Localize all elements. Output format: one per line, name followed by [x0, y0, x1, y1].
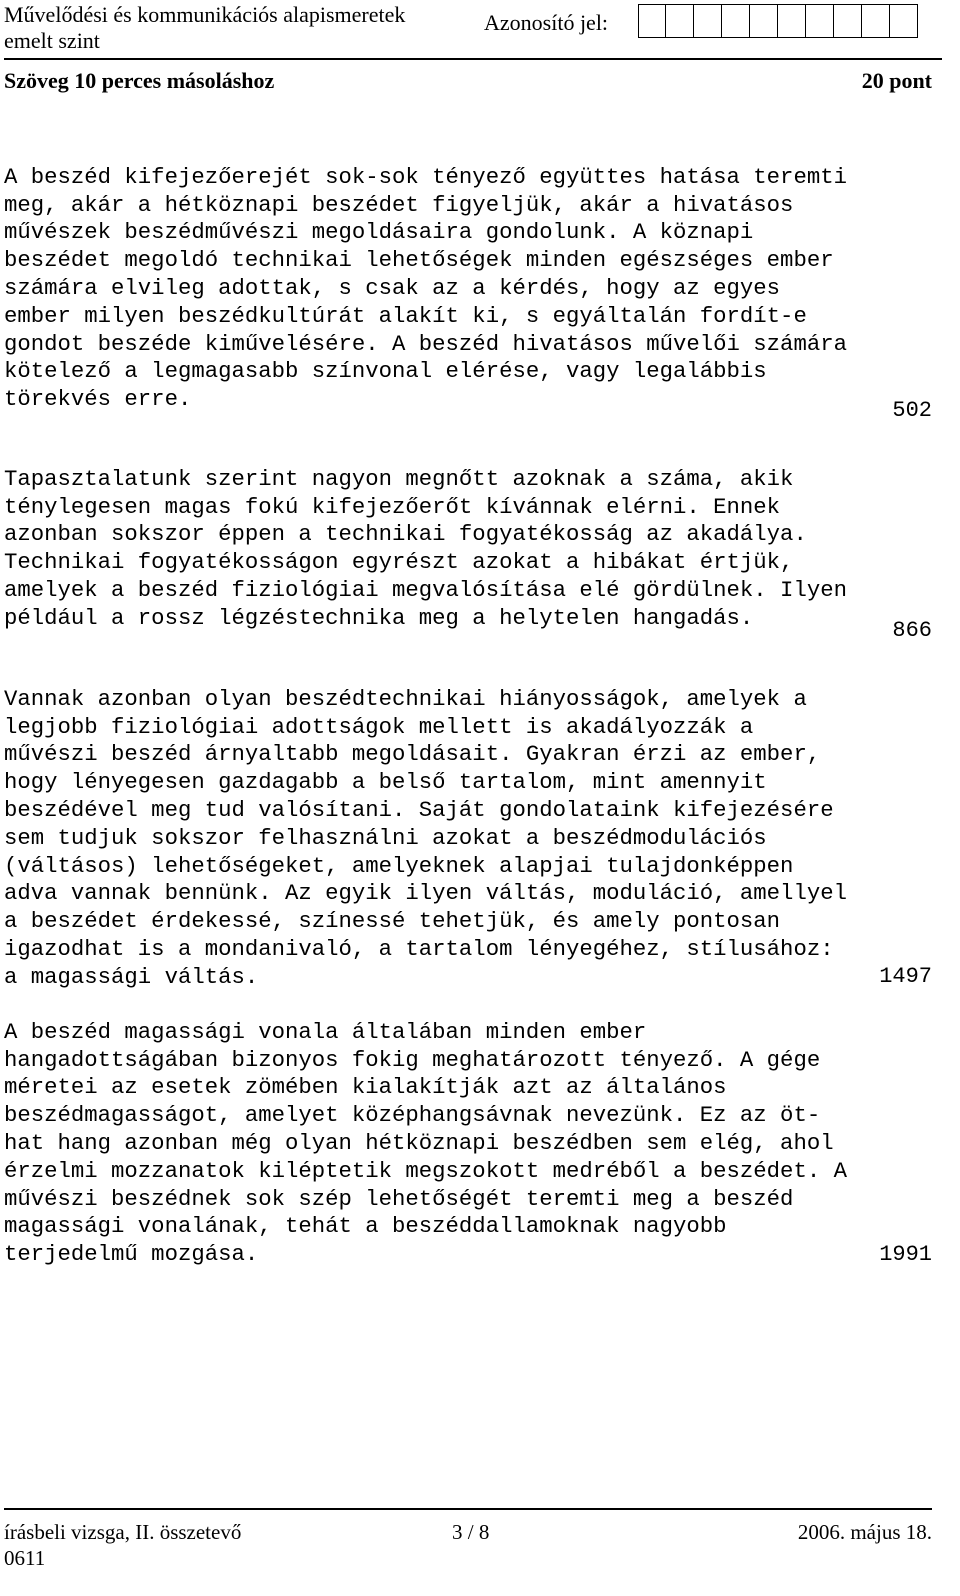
section-points: 20 pont	[861, 68, 932, 93]
id-box[interactable]	[834, 4, 862, 38]
footer-divider	[4, 1508, 932, 1510]
text-line: beszédmagasságot, amelyet középhangsávnak nevezünk. Ez az öt-	[4, 1102, 821, 1129]
id-boxes	[638, 4, 918, 38]
text-line: művészek beszédművészi megoldásaira gondolunk. A köznapi	[4, 219, 754, 246]
text-line: méretei az esetek zömében kialakítják azt az általános	[4, 1074, 727, 1101]
exam-date: 2006. május 18.	[797, 1520, 932, 1544]
exam-part-label: írásbeli vizsga, II. összetevő	[4, 1520, 242, 1544]
text-line: például a rossz légzéstechnika meg a helytelen hangadás.	[4, 604, 754, 631]
text-line: igazodhat is a mondanivaló, a tartalom lényegéhez, stílusához:	[4, 935, 834, 962]
text-line: hangadottságában bizonyos fokig meghatározott tényező. A gége	[4, 1046, 821, 1073]
text-line: beszédet megoldó technikai lehetőségek minden egészséges ember	[4, 247, 834, 274]
paragraph-3	[4, 658, 944, 1019]
text-line: hogy lényegesen gazdagabb a belső tartalom, mint amennyit	[4, 769, 767, 796]
text-line: számára elvileg adottak, s csak az a kérdés, hogy az egyes	[4, 274, 781, 301]
text-line: Vannak azonban olyan beszédtechnikai hiányosságok, amelyek a	[4, 685, 807, 712]
text-line: meg, akár a hétköznapi beszédet figyeljük, akár a hivatásos	[4, 191, 794, 218]
page-number: 3 / 8	[452, 1520, 490, 1544]
text-line: érzelmi mozzanatok kiléptetik megszokott medréből a beszédet. A	[4, 1157, 847, 1184]
text-line: beszédével meg tud valósítani. Saját gondolataink kifejezésére	[4, 796, 834, 823]
character-count: 1497	[879, 964, 932, 989]
text-line: hat hang azonban még olyan hétköznapi beszédben sem elég, ahol	[4, 1129, 834, 1156]
header-divider	[4, 58, 942, 60]
text-line: azonban sokszor éppen a technikai fogyatékosság az akadálya.	[4, 521, 807, 548]
paragraph-4	[4, 991, 944, 1297]
text-line: művészi beszédnek sok szép lehetőségét teremti meg a beszéd	[4, 1185, 794, 1212]
id-box[interactable]	[750, 4, 778, 38]
text-line: Tapasztalatunk szerint nagyon megnőtt azoknak a száma, akik	[4, 465, 794, 492]
id-box[interactable]	[694, 4, 722, 38]
text-line: legjobb fiziológiai adottságok mellett is akadályozzák a	[4, 713, 754, 740]
text-line: ténylegesen magas fokú kifejezőerőt kívánnak elérni. Ennek	[4, 493, 781, 520]
id-box[interactable]	[862, 4, 890, 38]
text-line: Technikai fogyatékosságon egyrészt azokat a hibákat értjük,	[4, 549, 794, 576]
id-box[interactable]	[722, 4, 750, 38]
id-box[interactable]	[666, 4, 694, 38]
id-box[interactable]	[638, 4, 666, 38]
exam-code: 0611	[4, 1546, 46, 1570]
text-line: A beszéd kifejezőerejét sok-sok tényező együttes hatása teremti	[4, 163, 847, 190]
paragraph-1	[4, 136, 944, 442]
id-label: Azonosító jel:	[484, 10, 609, 35]
text-line: amelyek a beszéd fiziológiai megvalósítása elé gördülnek. Ilyen	[4, 576, 847, 603]
text-line: a magassági váltás.	[4, 963, 259, 990]
text-line: ember milyen beszédkultúrát alakít ki, s egyáltalán fordít-e	[4, 302, 807, 329]
character-count: 502	[892, 398, 932, 423]
text-line: kötelező a legmagasabb színvonal elérése, vagy legalábbis	[4, 358, 767, 385]
text-line: A beszéd magassági vonala általában minden ember	[4, 1018, 647, 1045]
text-line: a beszédet érdekessé, színessé tehetjük, és amely pontosan	[4, 908, 781, 935]
text-line: (váltásos) lehetőségeket, amelyeknek alapjai tulajdonképpen	[4, 852, 794, 879]
text-line: terjedelmű mozgása.	[4, 1241, 259, 1268]
subject-title: Művelődési és kommunikációs alapismeretek	[4, 2, 406, 27]
level-label: emelt szint	[4, 28, 100, 53]
page-header	[4, 0, 942, 62]
text-line: művészi beszéd árnyaltabb megoldásait. Gyakran érzi az ember,	[4, 741, 821, 768]
id-box[interactable]	[890, 4, 918, 38]
text-line: magassági vonalának, tehát a beszéddallamoknak nagyobb	[4, 1213, 727, 1240]
text-line: adva vannak bennünk. Az egyik ilyen váltás, moduláció, amellyel	[4, 880, 847, 907]
text-line: gondot beszéde kiművelésére. A beszéd hivatásos művelői számára	[4, 330, 847, 357]
character-count: 866	[892, 618, 932, 643]
text-line: törekvés erre.	[4, 386, 192, 413]
id-box[interactable]	[778, 4, 806, 38]
paragraph-2	[4, 438, 944, 660]
text-line: sem tudjuk sokszor felhasználni azokat a beszédmodulációs	[4, 824, 767, 851]
id-box[interactable]	[806, 4, 834, 38]
section-title: Szöveg 10 perces másoláshoz	[4, 68, 275, 93]
character-count: 1991	[879, 1242, 932, 1267]
